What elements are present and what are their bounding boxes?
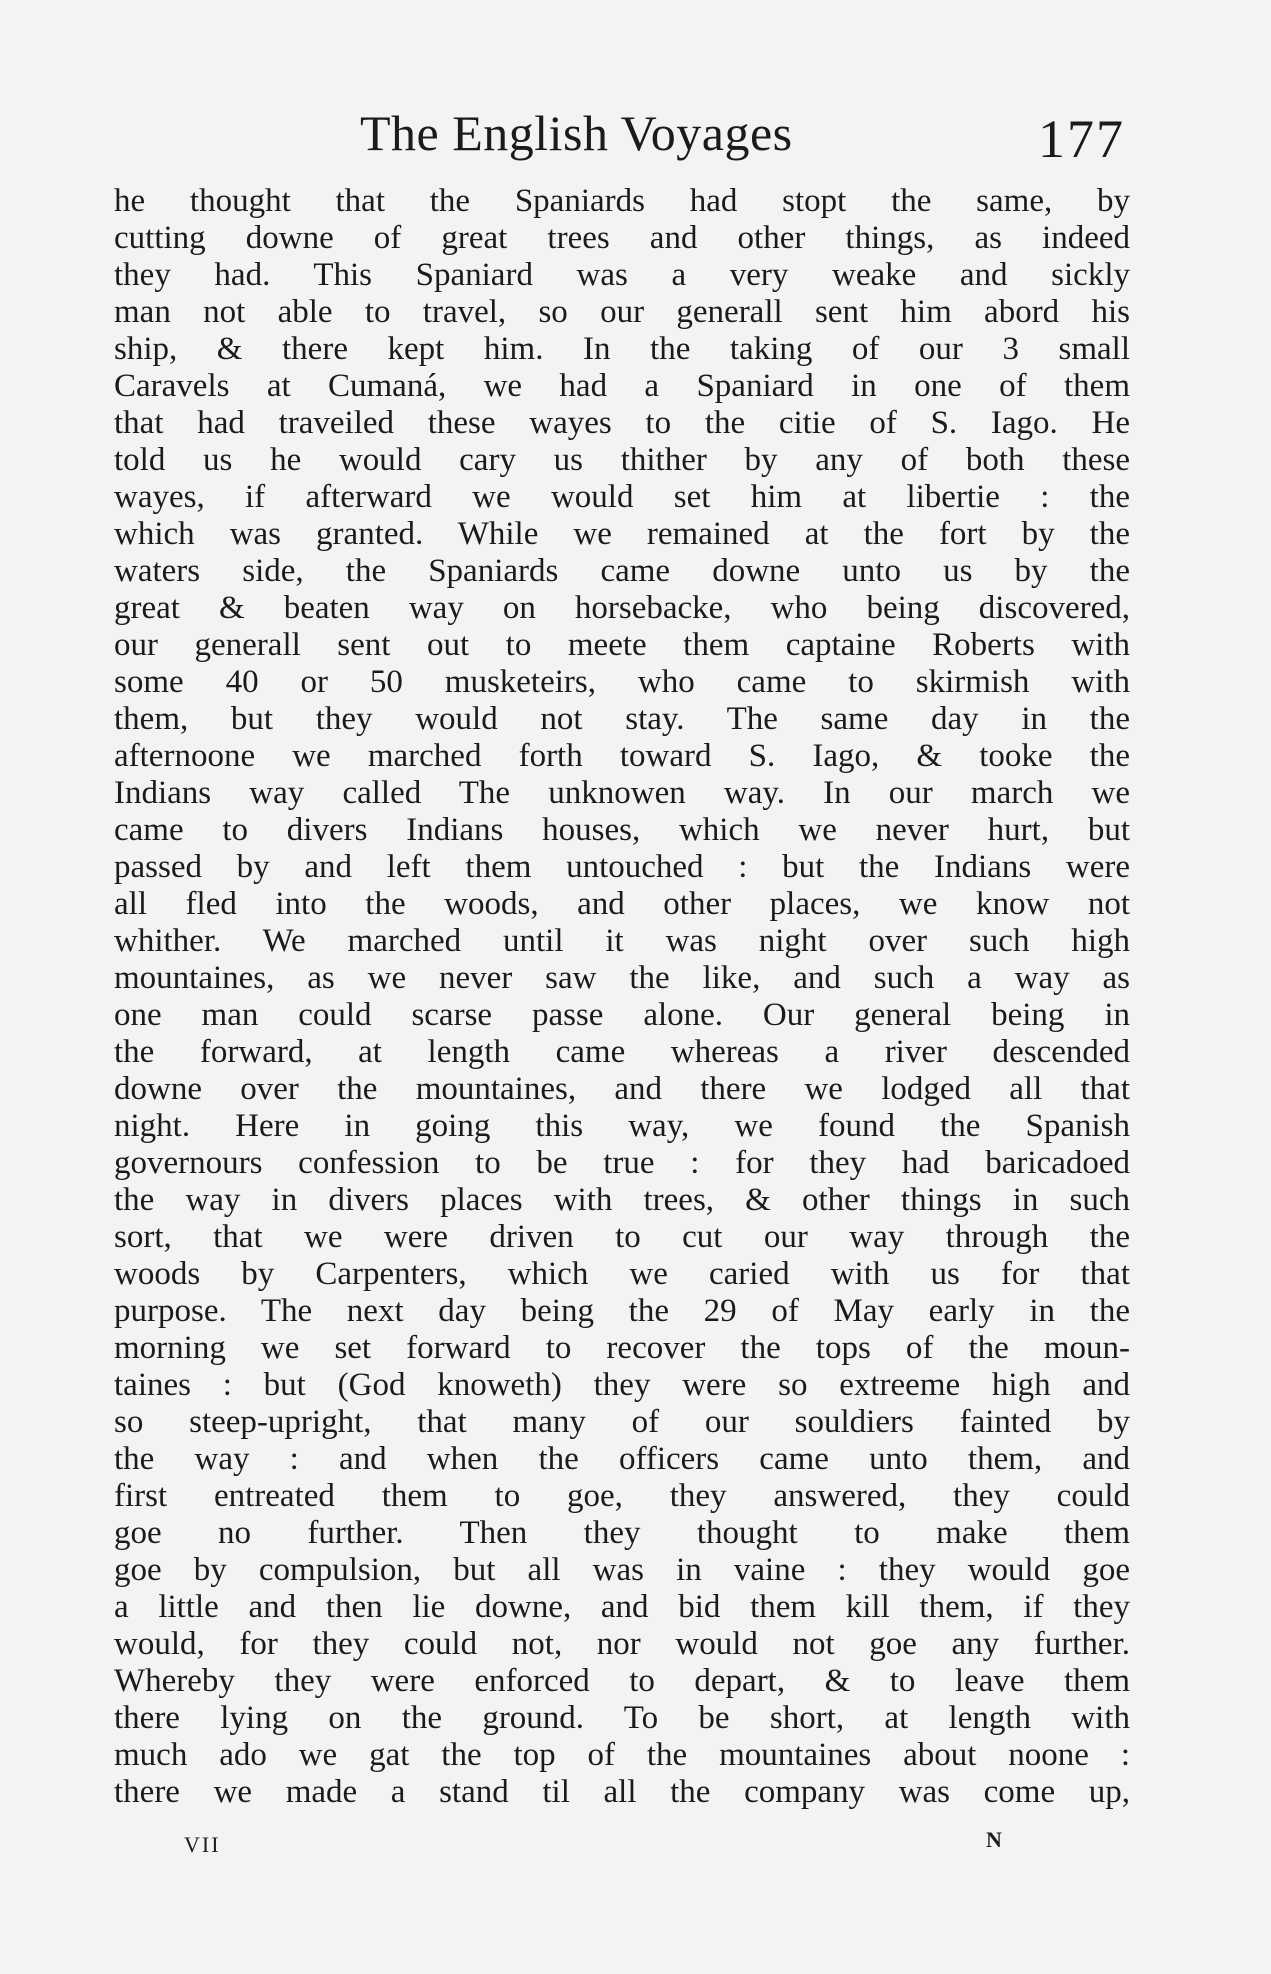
- text-line: some 40 or 50 musketeirs, who came to skirmish with: [114, 664, 1130, 700]
- text-line: waters side, the Spaniards came downe unto us by the: [114, 553, 1130, 589]
- signature-letter: N: [986, 1827, 1002, 1852]
- running-title: The English Voyages: [360, 105, 793, 161]
- text-line: the forward, at length came whereas a river descended: [114, 1034, 1130, 1070]
- text-line: morning we set forward to recover the tops of the moun-: [114, 1330, 1130, 1366]
- text-line: there we made a stand til all the company was come up,: [114, 1774, 1130, 1810]
- text-line: afternoone we marched forth toward S. Iago, & tooke the: [114, 738, 1130, 774]
- text-line: mountaines, as we never saw the like, and such a way as: [114, 960, 1130, 996]
- volume-mark: VII: [184, 1832, 221, 1857]
- body-text: [114, 183, 1130, 1811]
- text-line: Indians way called The unknowen way. In our march we: [114, 775, 1130, 811]
- text-line: came to divers Indians houses, which we never hurt, but: [114, 812, 1130, 848]
- text-line: Caravels at Cumaná, we had a Spaniard in one of them: [114, 368, 1130, 404]
- text-line: sort, that we were driven to cut our way through the: [114, 1219, 1130, 1255]
- text-line: first entreated them to goe, they answered, they could: [114, 1478, 1130, 1514]
- text-line: wayes, if afterward we would set him at libertie : the: [114, 479, 1130, 515]
- text-line: great & beaten way on horsebacke, who being discovered,: [114, 590, 1130, 626]
- text-line: a little and then lie downe, and bid them kill them, if they: [114, 1589, 1130, 1625]
- text-line: governours confession to be true : for they had baricadoed: [114, 1145, 1130, 1181]
- text-line: ship, & there kept him. In the taking of our 3 small: [114, 331, 1130, 367]
- text-line: our generall sent out to meete them captaine Roberts with: [114, 627, 1130, 663]
- text-line: he thought that the Spaniards had stopt the same, by: [114, 183, 1130, 219]
- text-line: one man could scarse passe alone. Our general being in: [114, 997, 1130, 1033]
- text-line: which was granted. While we remained at the fort by the: [114, 516, 1130, 552]
- text-line: all fled into the woods, and other places, we know not: [114, 886, 1130, 922]
- text-line: goe no further. Then they thought to make them: [114, 1515, 1130, 1551]
- text-line: woods by Carpenters, which we caried with us for that: [114, 1256, 1130, 1292]
- text-line: so steep-upright, that many of our souldiers fainted by: [114, 1404, 1130, 1440]
- text-line: downe over the mountaines, and there we lodged all that: [114, 1071, 1130, 1107]
- text-line: told us he would cary us thither by any of both these: [114, 442, 1130, 478]
- text-line: taines : but (God knoweth) they were so extreeme high and: [114, 1367, 1130, 1403]
- text-line: would, for they could not, nor would not goe any further.: [114, 1626, 1130, 1662]
- text-line: the way : and when the officers came unto them, and: [114, 1441, 1130, 1477]
- text-line: goe by compulsion, but all was in vaine : they would goe: [114, 1552, 1130, 1588]
- text-line: them, but they would not stay. The same day in the: [114, 701, 1130, 737]
- text-line: passed by and left them untouched : but the Indians were: [114, 849, 1130, 885]
- text-line: whither. We marched until it was night over such high: [114, 923, 1130, 959]
- text-line: the way in divers places with trees, & other things in such: [114, 1182, 1130, 1218]
- text-line: purpose. The next day being the 29 of May early in the: [114, 1293, 1130, 1329]
- text-line: there lying on the ground. To be short, at length with: [114, 1700, 1130, 1736]
- text-line: man not able to travel, so our generall sent him abord his: [114, 294, 1130, 330]
- text-line: they had. This Spaniard was a very weake and sickly: [114, 257, 1130, 293]
- text-line: night. Here in going this way, we found the Spanish: [114, 1108, 1130, 1144]
- text-line: that had traveiled these wayes to the citie of S. Iago. He: [114, 405, 1130, 441]
- text-line: Whereby they were enforced to depart, & to leave them: [114, 1663, 1130, 1699]
- text-line: cutting downe of great trees and other things, as indeed: [114, 220, 1130, 256]
- running-head: [115, 103, 1125, 173]
- text-line: much ado we gat the top of the mountaines about noone :: [114, 1737, 1130, 1773]
- page-number: 177: [1038, 109, 1125, 169]
